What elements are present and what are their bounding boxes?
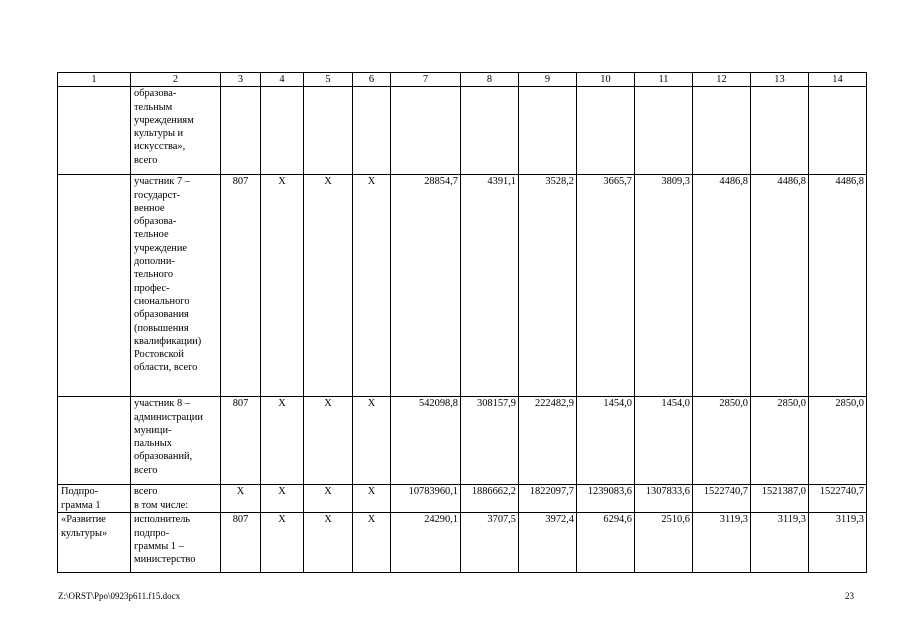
code-cell: Х: [304, 485, 353, 513]
value-cell: 1454,0: [577, 397, 635, 485]
code-cell: [261, 87, 304, 175]
table-row: [58, 87, 867, 175]
header-cell: 7: [391, 73, 461, 87]
header-cell: 12: [693, 73, 751, 87]
table-row: [58, 485, 867, 513]
value-cell: 2510,6: [635, 513, 693, 573]
value-cell: 2850,0: [693, 397, 751, 485]
header-cell: 8: [461, 73, 519, 87]
executor-cell: участник 8 – администрации муници- пальных образований, всего: [131, 397, 221, 485]
code-cell: 807: [221, 513, 261, 573]
value-cell: 6294,6: [577, 513, 635, 573]
value-cell: [751, 87, 809, 175]
code-cell: [221, 87, 261, 175]
code-cell: Х: [261, 485, 304, 513]
table-row: [58, 513, 867, 573]
value-cell: 1822097,7: [519, 485, 577, 513]
table-row: [58, 397, 867, 485]
header-cell: 13: [751, 73, 809, 87]
value-cell: 3972,4: [519, 513, 577, 573]
page-number: 23: [845, 591, 854, 601]
value-cell: 1454,0: [635, 397, 693, 485]
header-cell: 10: [577, 73, 635, 87]
header-cell: 5: [304, 73, 353, 87]
value-cell: 3119,3: [751, 513, 809, 573]
value-cell: 3707,5: [461, 513, 519, 573]
header-cell: 14: [809, 73, 867, 87]
file-path: Z:\ORST\Ppo\0923p611.f15.docx: [58, 591, 181, 601]
code-cell: Х: [304, 397, 353, 485]
code-cell: Х: [353, 397, 391, 485]
value-cell: [391, 87, 461, 175]
code-cell: Х: [304, 175, 353, 397]
value-cell: 3809,3: [635, 175, 693, 397]
code-cell: 807: [221, 175, 261, 397]
code-cell: [304, 87, 353, 175]
header-cell: 1: [58, 73, 131, 87]
table-row: [58, 175, 867, 397]
value-cell: [693, 87, 751, 175]
executor-cell: всего в том числе:: [131, 485, 221, 513]
code-cell: Х: [353, 485, 391, 513]
code-cell: [353, 87, 391, 175]
value-cell: 3119,3: [809, 513, 867, 573]
code-cell: Х: [261, 175, 304, 397]
value-cell: [577, 87, 635, 175]
code-cell: Х: [261, 397, 304, 485]
code-cell: 807: [221, 397, 261, 485]
value-cell: 1886662,2: [461, 485, 519, 513]
code-cell: Х: [221, 485, 261, 513]
value-cell: 4486,8: [809, 175, 867, 397]
program-cell: Подпро- грамма 1: [58, 485, 131, 513]
header-cell: 4: [261, 73, 304, 87]
value-cell: 1522740,7: [809, 485, 867, 513]
value-cell: 2850,0: [809, 397, 867, 485]
code-cell: Х: [261, 513, 304, 573]
value-cell: [461, 87, 519, 175]
value-cell: 308157,9: [461, 397, 519, 485]
budget-table: [57, 72, 867, 573]
value-cell: 4486,8: [693, 175, 751, 397]
executor-cell: участник 7 – государст- венное образова- тельное учреждение дополни- тельного профес- сионального образования (повышения квалификации) Ростовской области, всего: [131, 175, 221, 397]
value-cell: [635, 87, 693, 175]
value-cell: 10783960,1: [391, 485, 461, 513]
program-cell: [58, 175, 131, 397]
program-cell: [58, 397, 131, 485]
header-cell: 2: [131, 73, 221, 87]
header-cell: 6: [353, 73, 391, 87]
value-cell: 4486,8: [751, 175, 809, 397]
executor-cell: исполнитель подпро- граммы 1 – министерство: [131, 513, 221, 573]
value-cell: 542098,8: [391, 397, 461, 485]
value-cell: 3665,7: [577, 175, 635, 397]
code-cell: Х: [353, 175, 391, 397]
header-row: [58, 73, 867, 87]
header-cell: 9: [519, 73, 577, 87]
value-cell: 3119,3: [693, 513, 751, 573]
value-cell: [809, 87, 867, 175]
header-cell: 3: [221, 73, 261, 87]
program-cell: [58, 87, 131, 175]
value-cell: 24290,1: [391, 513, 461, 573]
program-cell: «Развитие культуры»: [58, 513, 131, 573]
executor-cell: образова- тельным учреждениям культуры и искусства», всего: [131, 87, 221, 175]
header-cell: 11: [635, 73, 693, 87]
code-cell: Х: [353, 513, 391, 573]
value-cell: 2850,0: [751, 397, 809, 485]
value-cell: 4391,1: [461, 175, 519, 397]
value-cell: 28854,7: [391, 175, 461, 397]
value-cell: 1521387,0: [751, 485, 809, 513]
value-cell: 1522740,7: [693, 485, 751, 513]
value-cell: [519, 87, 577, 175]
value-cell: 1239083,6: [577, 485, 635, 513]
value-cell: 222482,9: [519, 397, 577, 485]
code-cell: Х: [304, 513, 353, 573]
value-cell: 1307833,6: [635, 485, 693, 513]
value-cell: 3528,2: [519, 175, 577, 397]
